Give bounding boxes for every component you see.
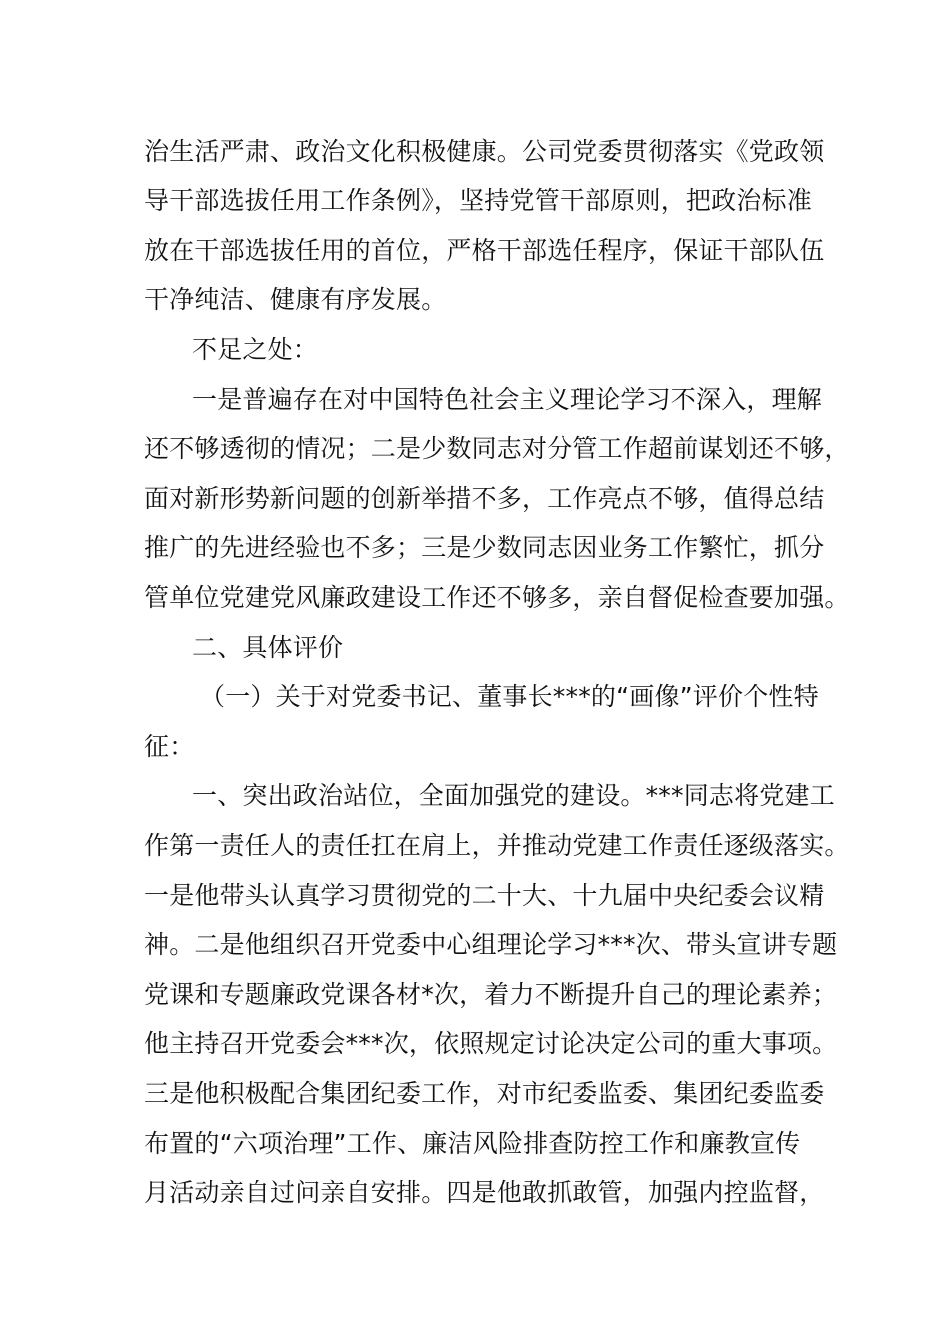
text-line: 一是普遍存在对中国特色社会主义理论学习不深入，理解: [192, 385, 823, 414]
text-line: 他主持召开党委会***次，依照规定讨论决定公司的重大事项。: [144, 1029, 838, 1058]
text-line: 推广的先进经验也不多；三是少数同志因业务工作繁忙，抓分: [144, 533, 825, 562]
text-line: 布置的“六项治理”工作、廉洁风险排查防控工作和廉教宣传: [144, 1129, 801, 1158]
text-line: 面对新形势新问题的创新举措不多，工作亮点不够，值得总结: [144, 484, 825, 513]
text-line: 导干部选拔任用工作条例》，坚持党管干部原则，把政治标准: [144, 186, 812, 215]
text-line: 三是他积极配合集团纪委工作，对市纪委监委、集团纪委监委: [144, 1079, 825, 1108]
text-line: 月活动亲自过问亲自安排。四是他敢抓敢管，加强内控监督，: [144, 1178, 825, 1207]
text-line: 治生活严肃、政治文化积极健康。公司党委贯彻落实《党政领: [144, 137, 825, 166]
section-heading: 不足之处：: [192, 335, 319, 364]
text-line: 作第一责任人的责任扛在肩上，并推动党建工作责任逐级落实。: [144, 831, 850, 860]
subsection-heading: （一）关于对党委书记、董事长***的“画像”评价个性特: [200, 682, 819, 711]
text-line: 党课和专题廉政党课各材*次，着力不断提升自己的理论素养；: [144, 980, 838, 1009]
text-line: 神。二是他组织召开党委中心组理论学习***次、带头宣讲专题: [144, 930, 838, 959]
text-line: 一是他带头认真学习贯彻党的二十大、十九届中央纪委会议精: [144, 881, 825, 910]
text-line: 放在干部选拔任用的首位，严格干部选任程序，保证干部队伍: [144, 236, 825, 265]
text-line: 干净纯洁、健康有序发展。: [144, 285, 447, 314]
text-line: 还不够透彻的情况；二是少数同志对分管工作超前谋划还不够，: [144, 434, 850, 463]
text-line: 管单位党建党风廉政建设工作还不够多，亲自督促检查要加强。: [144, 583, 850, 612]
section-heading: 二、具体评价: [192, 633, 344, 662]
text-line: 一、突出政治站位，全面加强党的建设。***同志将党建工: [192, 781, 835, 810]
text-line: 征：: [144, 732, 195, 761]
